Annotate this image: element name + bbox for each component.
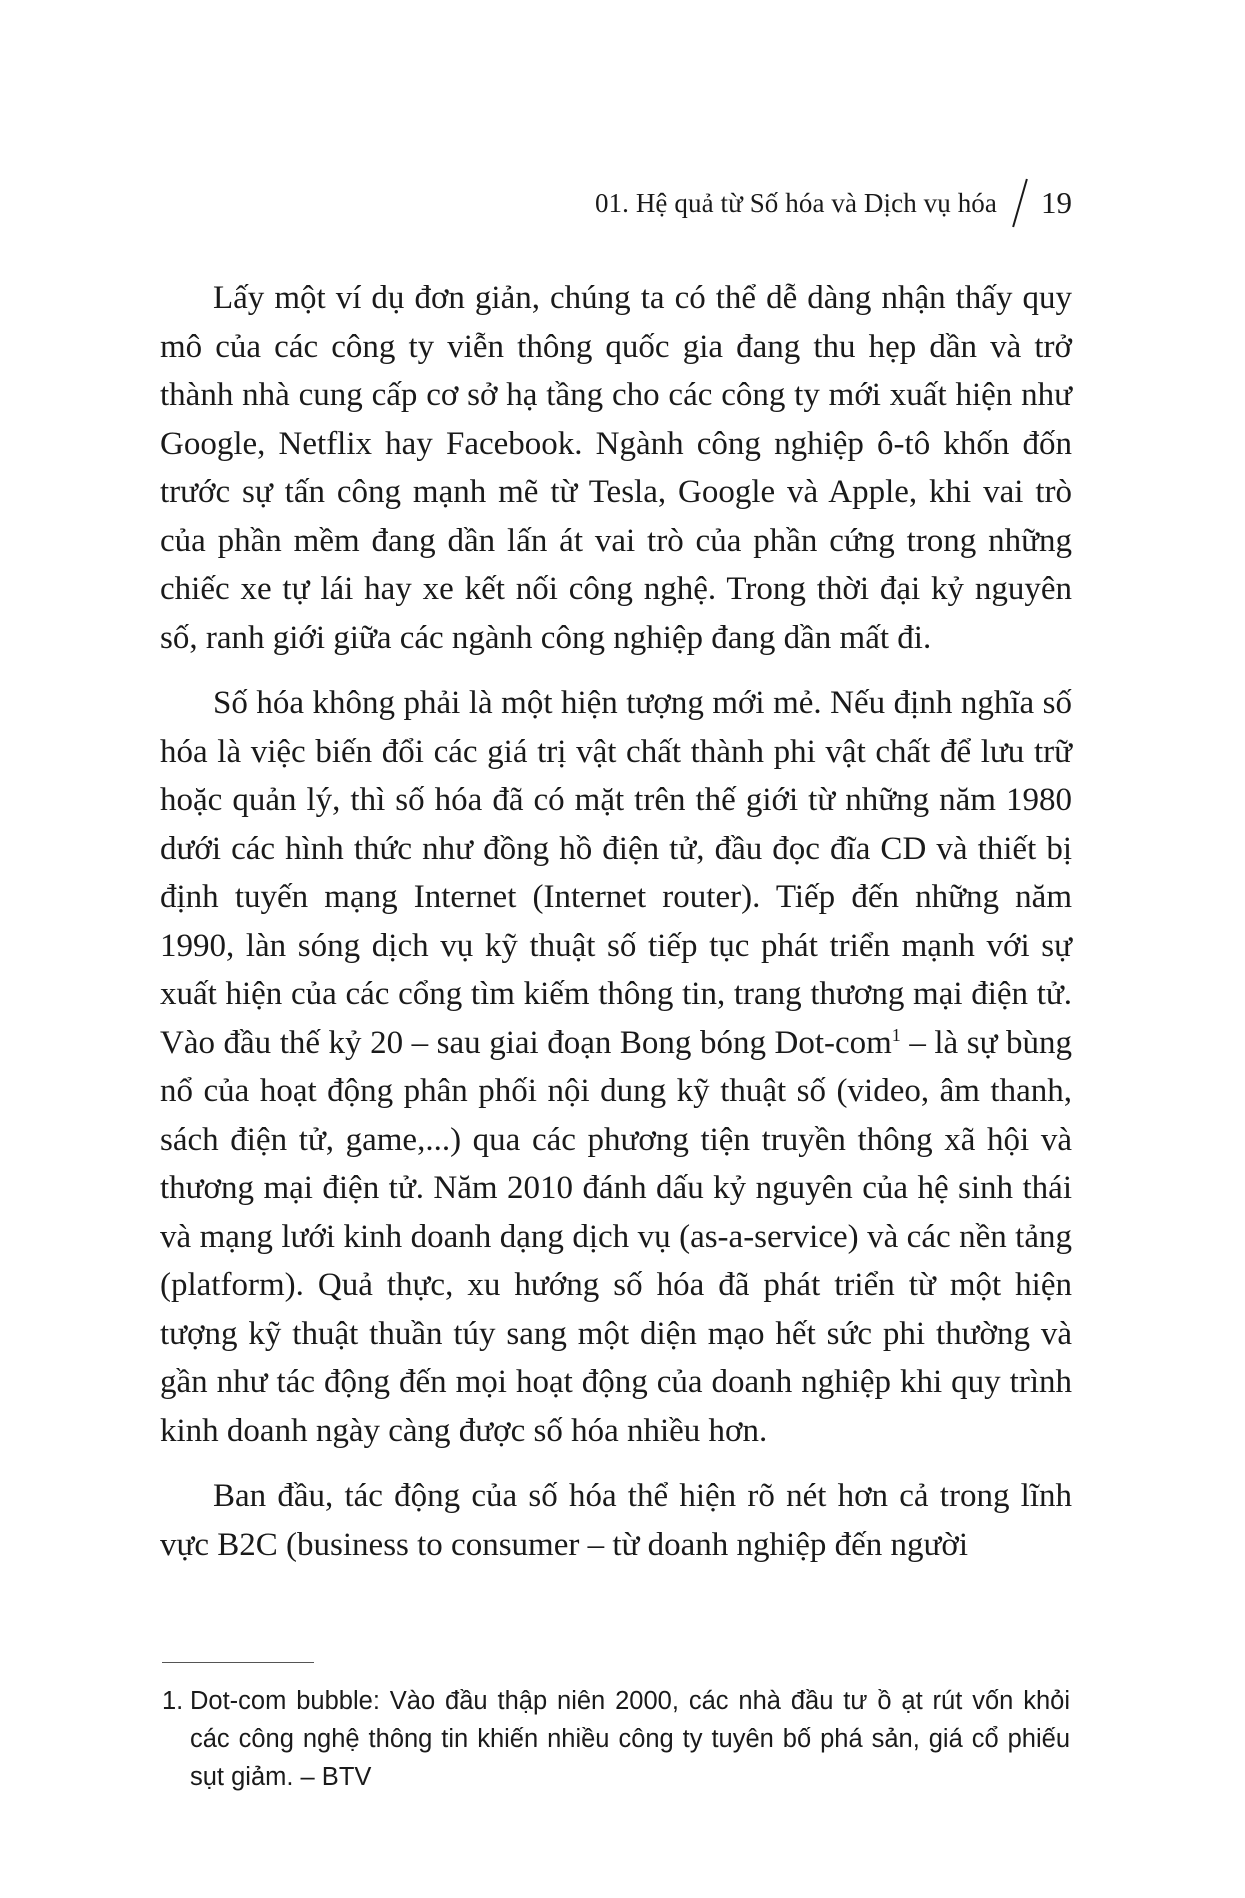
paragraph-2 xyxy=(160,679,1072,1455)
page-number: 19 xyxy=(1041,185,1072,220)
header-divider xyxy=(1012,179,1028,228)
footnote-text: Dot-com bubble: Vào đầu thập niên 2000, các nhà đầu tư ồ ạt rút vốn khỏi các công nghệ thông tin khiến nhiều công ty tuyên bố phá sản, giá cổ phiếu sụt giảm. – BTV xyxy=(190,1687,1070,1791)
running-header xyxy=(595,178,1072,228)
main-text xyxy=(160,274,1072,1586)
paragraph-2-continuation: – là sự bùng nổ của hoạt động phân phối nội dung kỹ thuật số (video, âm thanh, sách điện tử, game,...) qua các phương tiện truyền thông xã hội và thương mại điện tử. Năm 2010 đánh dấu kỷ nguyên của hệ sinh thái và mạng lưới kinh doanh dạng dịch vụ (as-a-service) và các nền tảng (platform). Quả thực, xu hướng số hóa đã phát triển từ một hiện tượng kỹ thuật thuần túy sang một diện mạo hết sức phi thường và gần như tác động đến mọi hoạt động của doanh nghiệp khi quy trình kinh doanh ngày càng được số hóa nhiều hơn. xyxy=(160,1024,1072,1449)
footnote xyxy=(162,1682,1070,1796)
footnote-reference: 1 xyxy=(891,1024,901,1045)
paragraph-1: Lấy một ví dụ đơn giản, chúng ta có thể dễ dàng nhận thấy quy mô của các công ty viễn thông quốc gia đang thu hẹp dần và trở thành nhà cung cấp cơ sở hạ tầng cho các công ty mới xuất hiện như Google, Netflix hay Facebook. Ngành công nghiệp ô-tô khốn đốn trước sự tấn công mạnh mẽ từ Tesla, Google và Apple, khi vai trò của phần mềm đang dần lấn át vai trò của phần cứng trong những chiếc xe tự lái hay xe kết nối công nghệ. Trong thời đại kỷ nguyên số, ranh giới giữa các ngành công nghiệp đang dần mất đi. xyxy=(160,280,1072,656)
footnote-divider xyxy=(162,1662,314,1663)
chapter-title: 01. Hệ quả từ Số hóa và Dịch vụ hóa xyxy=(594,187,997,218)
paragraph-2-text: Số hóa không phải là một hiện tượng mới mẻ. Nếu định nghĩa số hóa là việc biến đổi các giá trị vật chất thành phi vật chất để lưu trữ hoặc quản lý, thì số hóa đã có mặt trên thế giới từ những năm 1980 dưới các hình thức như đồng hồ điện tử, đầu đọc đĩa CD và thiết bị định tuyến mạng Internet (Internet router). Tiếp đến những năm 1990, làn sóng dịch vụ kỹ thuật số tiếp tục phát triển mạnh với sự xuất hiện của các cổng tìm kiếm thông tin, trang thương mại điện tử. Vào đầu thế kỷ 20 – sau giai đoạn Bong bóng Dot-com xyxy=(160,685,1072,1061)
footnote-number: 1. xyxy=(162,1687,184,1715)
paragraph-3: Ban đầu, tác động của số hóa thể hiện rõ nét hơn cả trong lĩnh vực B2C (business to consumer – từ doanh nghiệp đến người xyxy=(160,1478,1072,1563)
